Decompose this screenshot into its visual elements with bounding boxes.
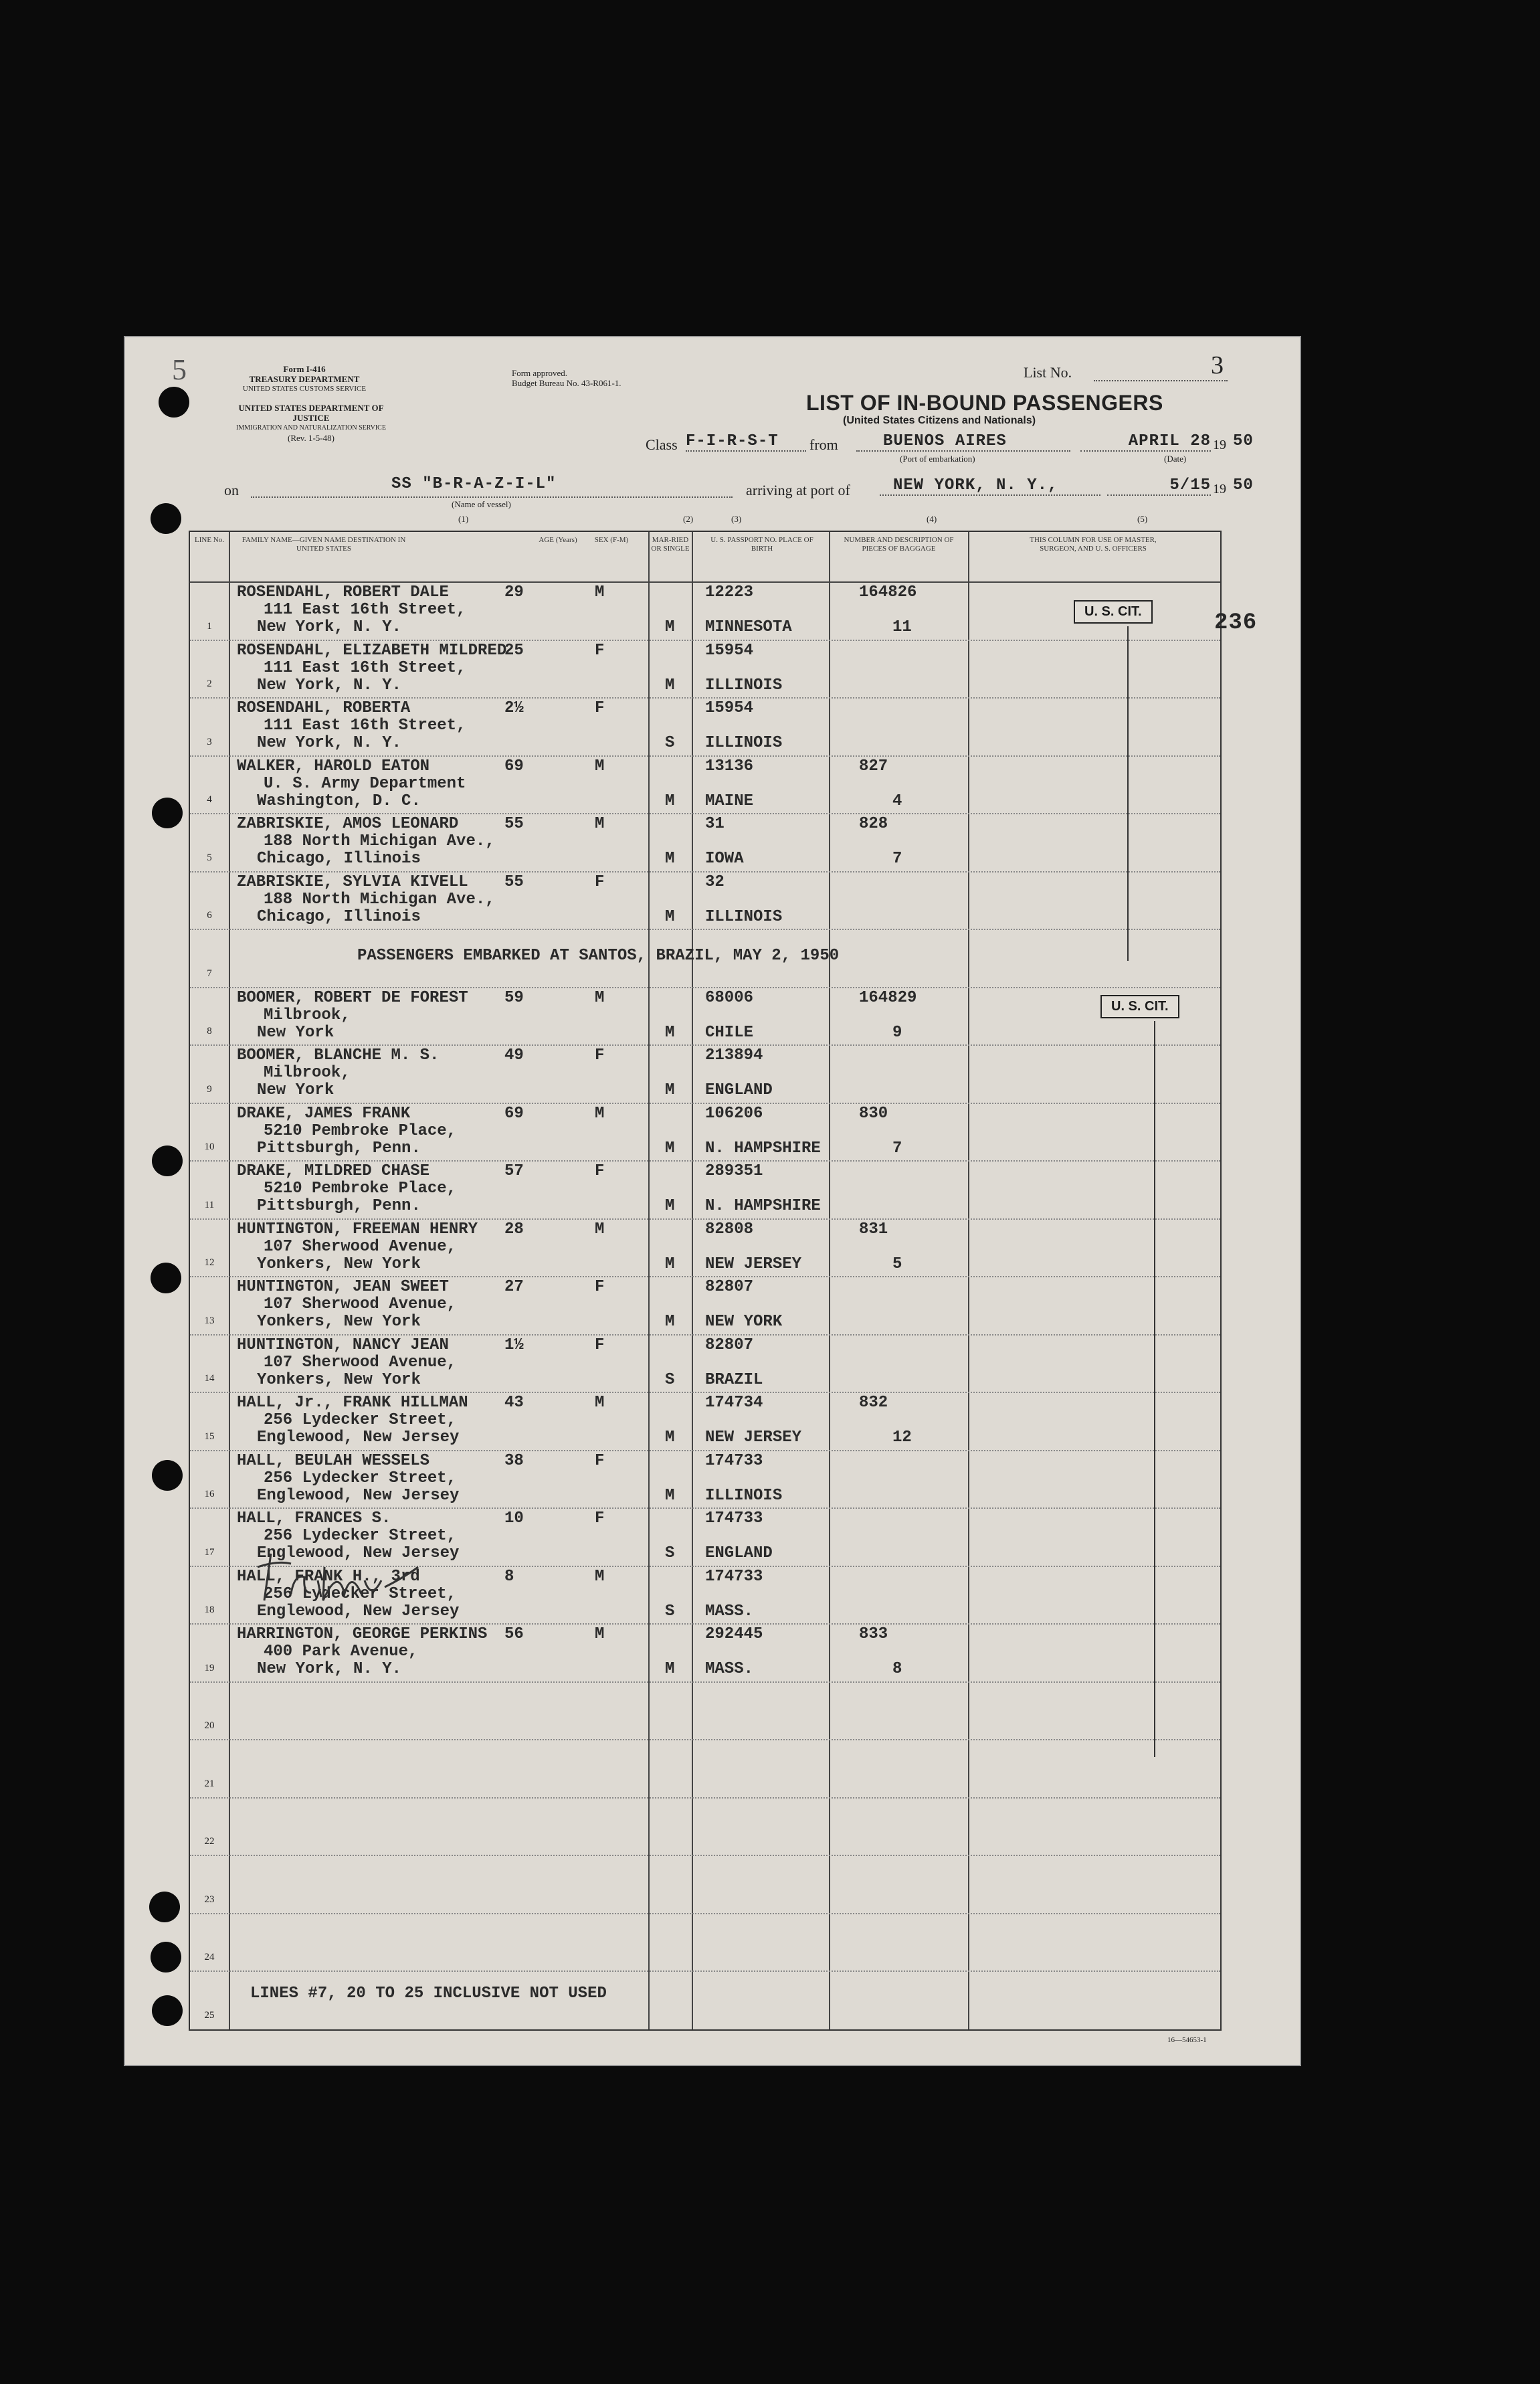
entry-birth: ILLINOIS — [705, 1486, 783, 1505]
entry-name: HARRINGTON, GEORGE PERKINS — [237, 1625, 488, 1643]
entry-age: 2½ — [504, 699, 524, 717]
entry-addr2: New York — [257, 1023, 334, 1042]
entry-addr1: 188 North Michigan Ave., — [264, 832, 495, 850]
embark-year: 50 — [1233, 432, 1254, 450]
entry-addr2: Washington, D. C. — [257, 792, 421, 810]
entry-addr2: Englewood, New Jersey — [257, 1486, 460, 1505]
entry-addr1: 256 Lydecker Street, — [264, 1411, 457, 1429]
treasury-block — [237, 364, 371, 394]
entry-addr1: 188 North Michigan Ave., — [264, 890, 495, 909]
entry-sex: M — [595, 583, 605, 602]
binder-hole — [151, 503, 181, 534]
entry-ms: S — [665, 1544, 675, 1562]
entry-bag-pcs: 7 — [892, 850, 902, 868]
entry-ms: S — [665, 1602, 675, 1621]
line-number: 11 — [204, 1199, 215, 1210]
binder-hole — [152, 1460, 183, 1491]
justice-block — [224, 403, 398, 443]
entry-birth: NEW YORK — [705, 1313, 783, 1331]
line-number: 18 — [204, 1604, 215, 1615]
vessel-name: SS "B-R-A-Z-I-L" — [391, 475, 557, 493]
entry-birth: ILLINOIS — [705, 676, 783, 695]
entry-sex: M — [595, 1394, 605, 1412]
entry-name: BOOMER, BLANCHE M. S. — [237, 1046, 440, 1065]
entry-birth: N. HAMPSHIRE — [705, 1139, 821, 1158]
entry-addr1: 111 East 16th Street, — [264, 717, 466, 735]
entry-sex: F — [595, 1509, 605, 1528]
entry-birth: BRAZIL — [705, 1370, 763, 1389]
entry-ms: M — [665, 1197, 675, 1215]
treasury-department: TREASURY DEPARTMENT — [249, 374, 360, 384]
line-number: 19 — [204, 1662, 215, 1673]
arrival-year-prefix: 19 — [1213, 482, 1226, 496]
entry-passport: 15954 — [705, 641, 754, 660]
arrival-year: 50 — [1233, 476, 1254, 494]
entry-passport: 174733 — [705, 1509, 763, 1528]
entry-sex: M — [595, 757, 605, 775]
entry-addr1: 5210 Pembroke Place, — [264, 1121, 457, 1140]
line-number: 24 — [204, 1952, 215, 1962]
entry-addr1: Milbrook, — [264, 1064, 351, 1082]
entry-passport: 31 — [705, 815, 725, 833]
line-number: 21 — [204, 1778, 215, 1789]
entry-birth: IOWA — [705, 850, 744, 868]
entry-age: 27 — [504, 1278, 524, 1296]
entry-age: 10 — [504, 1509, 524, 1528]
entry-age: 59 — [504, 988, 524, 1007]
entry-name: HUNTINGTON, FREEMAN HENRY — [237, 1220, 478, 1239]
entry-name: ROSENDAHL, ELIZABETH MILDRED — [237, 641, 507, 660]
entry-passport: 213894 — [705, 1046, 763, 1065]
entry-bag-pcs: 4 — [892, 792, 902, 810]
entry-age: 1½ — [504, 1336, 524, 1354]
entry-sex: F — [595, 1451, 605, 1470]
class-label: Class — [646, 436, 678, 453]
entry-age: 28 — [504, 1220, 524, 1239]
entry-ms: M — [665, 618, 675, 636]
entry-addr1: Milbrook, — [264, 1006, 351, 1024]
line-number: 25 — [204, 2009, 215, 2021]
list-no-value: 3 — [1211, 351, 1224, 379]
entry-sex: M — [595, 815, 605, 833]
entry-addr1: 256 Lydecker Street, — [264, 1527, 457, 1545]
entry-ms: M — [665, 1313, 675, 1331]
entry-age: 29 — [504, 583, 524, 602]
entry-passport: 13136 — [705, 757, 754, 775]
manifest-sheet — [124, 336, 1301, 2066]
entry-birth: MASS. — [705, 1602, 754, 1621]
entry-bag-no: 831 — [859, 1220, 888, 1239]
embark-year-prefix: 19 — [1213, 438, 1226, 452]
line-number: 8 — [207, 1026, 212, 1036]
entry-name: ZABRISKIE, SYLVIA KIVELL — [237, 873, 468, 891]
line-number: 17 — [204, 1546, 215, 1558]
entry-passport: 82807 — [705, 1336, 754, 1354]
binder-hole — [152, 1995, 183, 2026]
entry-addr2: Yonkers, New York — [257, 1370, 421, 1389]
class-value: F-I-R-S-T — [686, 432, 806, 452]
entry-addr2: Chicago, Illinois — [257, 907, 421, 926]
entry-sex: M — [595, 1104, 605, 1123]
binder-hole — [152, 1145, 183, 1176]
arrival-date: 5/15 — [1107, 476, 1211, 496]
footer-note: LINES #7, 20 TO 25 INCLUSIVE NOT USED — [250, 1985, 607, 2003]
page-title: LIST OF IN-BOUND PASSENGERS — [806, 391, 1163, 415]
entry-name: DRAKE, MILDRED CHASE — [237, 1162, 430, 1180]
entry-addr1: 107 Sherwood Avenue, — [264, 1295, 457, 1313]
line-number: 15 — [204, 1431, 215, 1442]
entry-birth: NEW JERSEY — [705, 1255, 802, 1273]
entry-name: ROSENDAHL, ROBERT DALE — [237, 583, 449, 602]
entry-birth: MAINE — [705, 792, 754, 810]
entry-name: HALL, FRANK H., 3rd — [237, 1567, 420, 1586]
col-num-1: (1) — [458, 514, 469, 524]
line-number: 9 — [207, 1083, 212, 1095]
from-label: from — [809, 436, 838, 453]
entry-birth: ENGLAND — [705, 1544, 773, 1562]
us-cit-stamp: U. S. CIT. — [1074, 600, 1153, 624]
entry-bag-pcs: 5 — [892, 1255, 902, 1273]
entry-addr2: Yonkers, New York — [257, 1255, 421, 1273]
entry-sex: F — [595, 1162, 605, 1180]
entry-age: 69 — [504, 757, 524, 775]
entry-name: HALL, Jr., FRANK HILLMAN — [237, 1394, 468, 1412]
approval-block — [512, 368, 621, 388]
entry-addr2: New York, N. Y. — [257, 1660, 402, 1678]
budget-bureau: Budget Bureau No. 43-R061-1. — [512, 378, 621, 388]
entry-name: ROSENDAHL, ROBERTA — [237, 699, 411, 717]
entry-ms: S — [665, 734, 675, 752]
entry-bag-no: 164829 — [859, 988, 917, 1007]
entry-name: HALL, BEULAH WESSELS — [237, 1451, 430, 1470]
port-caption: (Port of embarkation) — [900, 454, 975, 464]
entry-bag-pcs: 7 — [892, 1139, 902, 1158]
entry-bag-no: 830 — [859, 1104, 888, 1123]
entry-addr2: New York — [257, 1081, 334, 1099]
entry-ms: M — [665, 676, 675, 695]
entry-addr2: Englewood, New Jersey — [257, 1544, 460, 1562]
line-number: 3 — [207, 736, 212, 747]
col-baggage: NUMBER AND DESCRIPTION OF PIECES OF BAGGAGE — [844, 536, 954, 553]
line-number: 2 — [207, 678, 212, 689]
arriving-label: arriving at port of — [746, 482, 850, 498]
entry-bag-pcs: 9 — [892, 1023, 902, 1042]
margin-number: 5 — [172, 353, 187, 386]
line-number: 7 — [207, 968, 212, 979]
binder-hole — [159, 387, 189, 418]
ins-label: IMMIGRATION AND NATURALIZATION SERVICE — [236, 424, 386, 432]
on-label: on — [224, 482, 239, 498]
entry-passport: 68006 — [705, 988, 754, 1007]
justice-department: UNITED STATES DEPARTMENT OF JUSTICE — [238, 403, 384, 423]
col-line-no: LINE No. — [195, 536, 224, 544]
entry-name: HALL, FRANCES S. — [237, 1509, 391, 1528]
entry-age: 56 — [504, 1625, 524, 1643]
entry-age: 69 — [504, 1104, 524, 1123]
entry-bag-no: 827 — [859, 757, 888, 775]
entry-passport: 106206 — [705, 1104, 763, 1123]
entry-birth: ENGLAND — [705, 1081, 773, 1099]
entry-sex: F — [595, 699, 605, 717]
entry-bag-pcs: 12 — [892, 1429, 912, 1447]
entry-addr2: Chicago, Illinois — [257, 850, 421, 868]
entry-ms: M — [665, 1660, 675, 1678]
entry-addr2: Englewood, New Jersey — [257, 1429, 460, 1447]
col-passport: U. S. PASSPORT NO. PLACE OF BIRTH — [710, 536, 813, 553]
entry-addr1: 107 Sherwood Avenue, — [264, 1353, 457, 1372]
entry-passport: 32 — [705, 873, 725, 891]
revision-label: (Rev. 1-5-48) — [288, 433, 334, 443]
col-num-2: (2) — [683, 514, 694, 524]
embark-port: BUENOS AIRES — [856, 432, 1070, 452]
entry-bag-no: 833 — [859, 1625, 888, 1643]
entry-sex: M — [595, 1625, 605, 1643]
entry-ms: M — [665, 792, 675, 810]
binder-hole — [151, 1942, 181, 1973]
us-cit-stamp: U. S. CIT. — [1100, 995, 1179, 1018]
entry-addr2: Englewood, New Jersey — [257, 1602, 460, 1621]
stamp-bracket — [1127, 626, 1129, 961]
line-number: 14 — [204, 1373, 215, 1384]
list-no-label: List No. — [1024, 364, 1072, 381]
entry-bag-pcs: 8 — [892, 1660, 902, 1678]
entry-sex: M — [595, 1567, 605, 1586]
entry-passport: 174733 — [705, 1567, 763, 1586]
entry-passport: 15954 — [705, 699, 754, 717]
entry-ms: M — [665, 907, 675, 926]
entry-birth: CHILE — [705, 1023, 754, 1042]
col-officers: THIS COLUMN FOR USE OF MASTER, SURGEON, AND U. S. OFFICERS — [1030, 536, 1157, 553]
entry-age: 25 — [504, 641, 524, 660]
col-sex: SEX (F-M) — [594, 536, 629, 544]
entry-bag-no: 164826 — [859, 583, 917, 602]
entry-name: DRAKE, JAMES FRANK — [237, 1104, 411, 1123]
entry-sex: M — [595, 1220, 605, 1239]
entry-addr1: U. S. Army Department — [264, 774, 466, 793]
entry-sex: F — [595, 1336, 605, 1354]
entry-addr2: New York, N. Y. — [257, 676, 402, 695]
col-age: AGE (Years) — [539, 536, 577, 544]
line-number: 5 — [207, 852, 212, 863]
entry-ms: M — [665, 1486, 675, 1505]
entry-birth: NEW JERSEY — [705, 1429, 802, 1447]
entry-addr1: 256 Lydecker Street, — [264, 1469, 457, 1487]
entry-age: 38 — [504, 1451, 524, 1470]
entry-bag-no: 832 — [859, 1394, 888, 1412]
entry-sex: M — [595, 988, 605, 1007]
entry-passport: 174734 — [705, 1394, 763, 1412]
entry-passport: 82807 — [705, 1278, 754, 1296]
col-num-4: (4) — [927, 514, 937, 524]
line-number: 1 — [207, 620, 212, 632]
entry-passport: 292445 — [705, 1625, 763, 1643]
entry-sex: F — [595, 1278, 605, 1296]
customs-service: UNITED STATES CUSTOMS SERVICE — [242, 385, 367, 393]
entry-name: ZABRISKIE, AMOS LEONARD — [237, 815, 459, 833]
entry-sex: F — [595, 873, 605, 891]
form-approved: Form approved. — [512, 368, 568, 378]
entry-bag-no: 828 — [859, 815, 888, 833]
vessel-caption: (Name of vessel) — [452, 499, 511, 509]
form-number: Form I-416 — [283, 364, 326, 374]
entry-ms: M — [665, 1429, 675, 1447]
entry-name: WALKER, HAROLD EATON — [237, 757, 430, 775]
entry-addr1: 111 East 16th Street, — [264, 601, 466, 619]
list-no-field — [1094, 363, 1228, 381]
line-number: 16 — [204, 1489, 215, 1499]
entry-birth: ILLINOIS — [705, 734, 783, 752]
officer-signature — [251, 1540, 425, 1614]
line-number: 20 — [204, 1720, 215, 1731]
entry-name: HUNTINGTON, NANCY JEAN — [237, 1336, 449, 1354]
date-caption: (Date) — [1164, 454, 1187, 464]
entry-passport: 82808 — [705, 1220, 754, 1239]
col-num-3: (3) — [731, 514, 742, 524]
entry-bag-pcs: 11 — [892, 618, 912, 636]
line-number: 12 — [204, 1257, 215, 1268]
entry-addr2: Pittsburgh, Penn. — [257, 1197, 421, 1215]
entry-age: 55 — [504, 873, 524, 891]
col-family-name: FAMILY NAME—GIVEN NAME DESTINATION IN UNITED STATES — [242, 536, 406, 553]
embark-date: APRIL 28 — [1080, 432, 1211, 452]
entry-ms: M — [665, 850, 675, 868]
santos-heading: PASSENGERS EMBARKED AT SANTOS, BRAZIL, MAY 2, 1950 — [357, 947, 840, 965]
entry-ms: S — [665, 1370, 675, 1389]
line-number: 23 — [204, 1894, 215, 1905]
entry-passport: 289351 — [705, 1162, 763, 1180]
binder-hole — [152, 798, 183, 828]
arrival-port: NEW YORK, N. Y., — [880, 476, 1100, 496]
entry-passport: 12223 — [705, 583, 754, 602]
line-number: 22 — [204, 1836, 215, 1847]
entry-passport: 174733 — [705, 1451, 763, 1470]
print-code: 16—54653-1 — [1167, 2036, 1207, 2044]
binder-hole — [149, 1892, 180, 1922]
col-married: MAR-RIED OR SINGLE — [651, 536, 690, 553]
line-number: 6 — [207, 910, 212, 921]
entry-ms: M — [665, 1023, 675, 1042]
stamp-bracket — [1154, 1021, 1155, 1757]
col-num-5: (5) — [1137, 514, 1148, 524]
entry-addr1: 107 Sherwood Avenue, — [264, 1237, 457, 1256]
line-number: 13 — [204, 1315, 215, 1326]
entry-addr2: Yonkers, New York — [257, 1313, 421, 1331]
page-subtitle: (United States Citizens and Nationals) — [843, 415, 1036, 426]
entry-sex: F — [595, 641, 605, 660]
entry-birth: ILLINOIS — [705, 907, 783, 926]
entry-addr1: 111 East 16th Street, — [264, 658, 466, 677]
entry-birth: MASS. — [705, 1660, 754, 1678]
entry-addr2: New York, N. Y. — [257, 734, 402, 752]
entry-age: 49 — [504, 1046, 524, 1065]
entry-addr1: 400 Park Avenue, — [264, 1643, 418, 1661]
side-number: 236 — [1214, 610, 1258, 636]
line-number: 10 — [204, 1141, 215, 1152]
entry-age: 8 — [504, 1567, 514, 1586]
passenger-table — [189, 531, 1222, 2031]
entry-age: 43 — [504, 1394, 524, 1412]
entry-name: BOOMER, ROBERT DE FOREST — [237, 988, 468, 1007]
entry-addr1: 256 Lydecker Street, — [264, 1584, 457, 1603]
entry-ms: M — [665, 1139, 675, 1158]
entry-ms: M — [665, 1081, 675, 1099]
entry-name: HUNTINGTON, JEAN SWEET — [237, 1278, 449, 1296]
binder-hole — [151, 1263, 181, 1293]
entry-birth: N. HAMPSHIRE — [705, 1197, 821, 1215]
entry-age: 55 — [504, 815, 524, 833]
entry-addr1: 5210 Pembroke Place, — [264, 1180, 457, 1198]
line-number: 4 — [207, 794, 212, 805]
entry-sex: F — [595, 1046, 605, 1065]
entry-birth: MINNESOTA — [705, 618, 792, 636]
entry-ms: M — [665, 1255, 675, 1273]
entry-addr2: New York, N. Y. — [257, 618, 402, 636]
entry-addr2: Pittsburgh, Penn. — [257, 1139, 421, 1158]
entry-age: 57 — [504, 1162, 524, 1180]
